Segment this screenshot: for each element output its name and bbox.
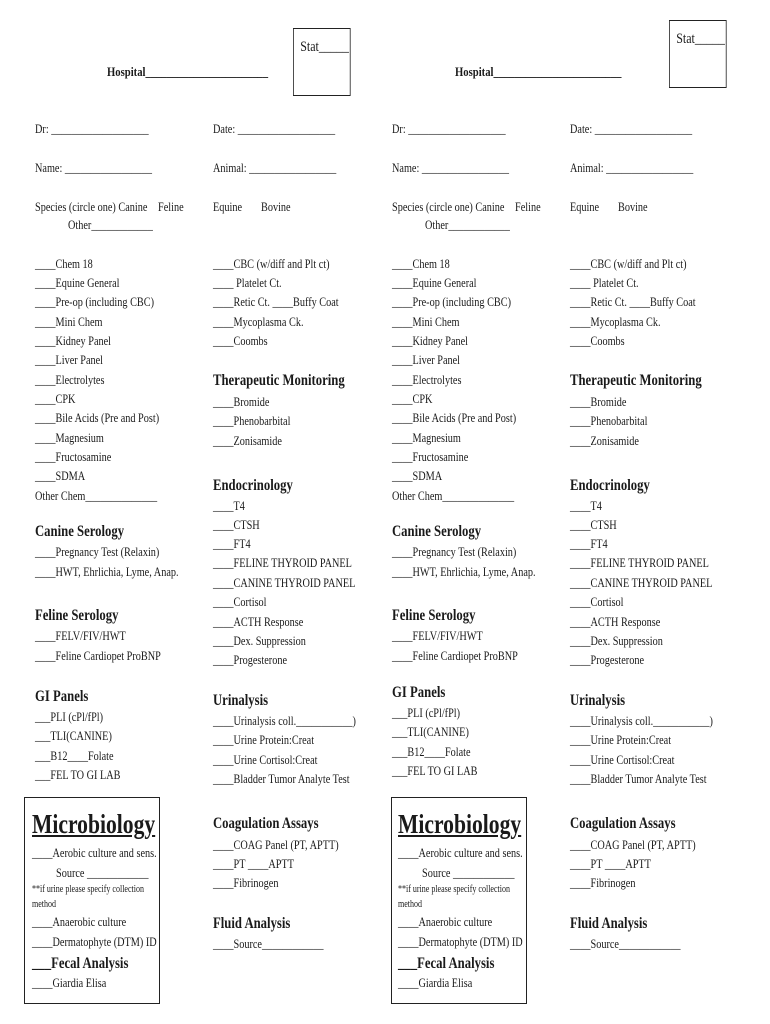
fecal-analysis-blank: ___ <box>32 955 52 972</box>
urinalysis-item[interactable]: ____Bladder Tumor Analyte Test <box>213 772 350 786</box>
gi-panel-item[interactable]: ___B12____Folate <box>35 749 114 763</box>
hematology-item[interactable]: ____ Platelet Ct. <box>213 276 282 290</box>
hematology-item[interactable]: ____CBC (w/diff and Plt ct) <box>213 257 330 271</box>
chem-item[interactable]: ____CPK <box>392 392 433 406</box>
gi-panel-item[interactable]: ___FEL TO GI LAB <box>35 768 121 782</box>
coagulation-heading: Coagulation Assays <box>570 815 676 832</box>
date-field[interactable]: Date: ___________________ <box>213 122 336 136</box>
species-label[interactable]: Species (circle one) Canine <box>392 200 505 214</box>
therapeutic-item[interactable]: ____Bromide <box>213 395 270 409</box>
species-other[interactable]: Other____________ <box>68 218 153 232</box>
therapeutic-item[interactable]: ____Zonisamide <box>213 434 282 448</box>
chem-item[interactable]: ____Pre-op (including CBC) <box>392 295 512 309</box>
fluid-item[interactable]: ____Source____________ <box>213 937 324 951</box>
fecal-analysis-heading <box>398 956 494 972</box>
coagulation-item[interactable]: ____Fibrinogen <box>213 876 279 890</box>
chem-item[interactable]: ____Electrolytes <box>35 373 105 387</box>
urinalysis-item[interactable]: ____Bladder Tumor Analyte Test <box>570 772 707 786</box>
dermatophyte-item[interactable]: ____Dermatophyte (DTM) ID <box>398 935 523 949</box>
chem-item[interactable]: ____Chem 18 <box>392 257 450 271</box>
species-other[interactable]: Other____________ <box>425 218 510 232</box>
feline-serology-item[interactable]: ____Feline Cardiopet ProBNP <box>392 649 518 663</box>
urinalysis-item[interactable]: ____Urine Cortisol:Creat <box>570 753 675 767</box>
urine-note-method: method <box>398 899 422 910</box>
hematology-item[interactable]: ____Retic Ct. ____Buffy Coat <box>570 295 696 309</box>
coagulation-heading: Coagulation Assays <box>213 815 319 832</box>
gi-panel-item[interactable]: ___TLI(CANINE) <box>35 729 112 743</box>
endocrinology-heading: Endocrinology <box>213 477 293 494</box>
source-field[interactable]: Source ____________ <box>422 866 515 880</box>
gi-panel-item[interactable]: ___FEL TO GI LAB <box>392 764 478 778</box>
giardia-item[interactable]: ____Giardia Elisa <box>398 976 473 990</box>
canine-serology-item[interactable]: ____Pregnancy Test (Relaxin) <box>35 545 160 559</box>
chem-item[interactable]: ____Fructosamine <box>392 450 469 464</box>
endocrinology-item[interactable]: ____Cortisol <box>570 595 624 609</box>
hematology-item[interactable]: ____Mycoplasma Ck. <box>213 315 304 329</box>
chem-item[interactable]: ____Kidney Panel <box>35 334 112 348</box>
chem-item[interactable]: ____Magnesium <box>35 431 104 445</box>
feline-serology-item[interactable]: ____FELV/FIV/HWT <box>392 629 483 643</box>
endocrinology-item[interactable]: ____Cortisol <box>213 595 267 609</box>
endocrinology-item[interactable]: ____Progesterone <box>213 653 288 667</box>
gi-panel-item[interactable]: ___PLI (cPl/fPl) <box>392 706 461 720</box>
therapeutic-item[interactable]: ____Bromide <box>570 395 627 409</box>
urinalysis-item[interactable]: ____Urinalysis coll.___________) <box>570 714 713 728</box>
source-field[interactable]: Source ____________ <box>56 866 149 880</box>
chem-item[interactable]: ____Kidney Panel <box>392 334 469 348</box>
stat-box[interactable] <box>669 20 727 88</box>
chem-item[interactable]: ____Equine General <box>35 276 120 290</box>
chem-item[interactable]: ____Bile Acids (Pre and Post) <box>392 411 517 425</box>
urinalysis-item[interactable]: ____Urine Protein:Creat <box>570 733 672 747</box>
fluid-analysis-heading: Fluid Analysis <box>570 915 648 932</box>
therapeutic-monitoring-heading: Therapeutic Monitoring <box>570 372 702 389</box>
species-equine[interactable]: Equine <box>570 200 600 214</box>
urinalysis-heading: Urinalysis <box>213 692 269 709</box>
chem-item[interactable]: ____Magnesium <box>392 431 461 445</box>
chem-item[interactable]: ____Bile Acids (Pre and Post) <box>35 411 160 425</box>
chem-item-other[interactable]: Other Chem______________ <box>392 489 515 503</box>
endocrinology-item[interactable]: ____Dex. Suppression <box>213 634 306 648</box>
hospital-field[interactable]: Hospital_______________________ <box>107 64 269 79</box>
endocrinology-item[interactable]: ____FELINE THYROID PANEL <box>213 556 352 570</box>
aerobic-culture-item[interactable]: ____Aerobic culture and sens. <box>32 846 157 860</box>
feline-serology-item[interactable]: ____FELV/FIV/HWT <box>35 629 126 643</box>
species-label[interactable]: Species (circle one) Canine <box>35 200 148 214</box>
urinalysis-item[interactable]: ____Urinalysis coll.___________) <box>213 714 356 728</box>
fluid-item[interactable]: ____Source____________ <box>570 937 681 951</box>
endocrinology-item[interactable]: ____CANINE THYROID PANEL <box>213 576 356 590</box>
endocrinology-item[interactable]: ____ACTH Response <box>213 615 304 629</box>
urinalysis-item[interactable]: ____Urine Protein:Creat <box>213 733 315 747</box>
aerobic-culture-item[interactable]: ____Aerobic culture and sens. <box>398 846 523 860</box>
gi-panel-item[interactable]: ___B12____Folate <box>392 745 471 759</box>
animal-field[interactable]: Animal: _________________ <box>213 161 337 175</box>
species-feline[interactable]: Feline <box>158 200 184 214</box>
stat-label: Stat_____ <box>676 31 725 47</box>
name-field[interactable]: Name: _________________ <box>35 161 153 175</box>
coagulation-item[interactable]: ____PT ____APTT <box>213 857 294 871</box>
endocrinology-item[interactable]: ____T4 <box>570 499 602 513</box>
chem-item[interactable]: ____Liver Panel <box>35 353 104 367</box>
coagulation-item[interactable]: ____COAG Panel (PT, APTT) <box>213 838 339 852</box>
canine-serology-item[interactable]: ____HWT, Ehrlichia, Lyme, Anap. <box>35 565 179 579</box>
canine-serology-heading: Canine Serology <box>35 523 125 540</box>
chem-item[interactable]: ____Liver Panel <box>392 353 461 367</box>
hematology-item[interactable]: ____Retic Ct. ____Buffy Coat <box>213 295 339 309</box>
urine-note: **if urine please specify collection <box>32 884 144 895</box>
species-equine[interactable]: Equine <box>213 200 243 214</box>
anaerobic-culture-item[interactable]: ____Anaerobic culture <box>32 915 127 929</box>
urine-note-method: method <box>32 899 56 910</box>
giardia-item[interactable]: ____Giardia Elisa <box>32 976 107 990</box>
stat-label: Stat_____ <box>300 39 349 55</box>
canine-serology-item[interactable]: ____Pregnancy Test (Relaxin) <box>392 545 517 559</box>
endocrinology-heading: Endocrinology <box>570 477 650 494</box>
feline-serology-item[interactable]: ____Feline Cardiopet ProBNP <box>35 649 161 663</box>
dermatophyte-item[interactable]: ____Dermatophyte (DTM) ID <box>32 935 157 949</box>
chem-item-other[interactable]: Other Chem______________ <box>35 489 158 503</box>
canine-serology-item[interactable]: ____HWT, Ehrlichia, Lyme, Anap. <box>392 565 536 579</box>
name-field[interactable]: Name: _________________ <box>392 161 510 175</box>
chem-item[interactable]: ____Mini Chem <box>392 315 460 329</box>
chem-item[interactable]: ____Equine General <box>392 276 477 290</box>
coagulation-item[interactable]: ____PT ____APTT <box>570 857 651 871</box>
anaerobic-culture-item[interactable]: ____Anaerobic culture <box>398 915 493 929</box>
fluid-analysis-heading: Fluid Analysis <box>213 915 291 932</box>
chem-item[interactable]: ____CPK <box>35 392 76 406</box>
coagulation-item[interactable]: ____COAG Panel (PT, APTT) <box>570 838 696 852</box>
chem-item[interactable]: ____SDMA <box>35 469 86 483</box>
therapeutic-monitoring-heading: Therapeutic Monitoring <box>213 372 345 389</box>
hematology-item[interactable]: ____Mycoplasma Ck. <box>570 315 661 329</box>
hospital-field[interactable]: Hospital________________________ <box>455 64 622 79</box>
fecal-analysis-label: Fecal Analysis <box>51 955 129 972</box>
fecal-analysis-heading <box>32 956 128 972</box>
species-feline[interactable]: Feline <box>515 200 541 214</box>
fecal-analysis-blank: ___ <box>398 955 418 972</box>
hematology-item[interactable]: ____Coombs <box>570 334 625 348</box>
fecal-analysis-label: Fecal Analysis <box>417 955 495 972</box>
chem-item[interactable]: ____Mini Chem <box>35 315 103 329</box>
microbiology-heading: Microbiology <box>398 809 522 839</box>
urinalysis-heading: Urinalysis <box>570 692 626 709</box>
gi-panel-item[interactable]: ___TLI(CANINE) <box>392 725 469 739</box>
feline-serology-heading: Feline Serology <box>35 607 119 624</box>
chem-item[interactable]: ____SDMA <box>392 469 443 483</box>
animal-field[interactable]: Animal: _________________ <box>570 161 694 175</box>
dr-field[interactable]: Dr: ___________________ <box>392 122 506 136</box>
hematology-item[interactable]: ____Coombs <box>213 334 268 348</box>
urine-note: **if urine please specify collection <box>398 884 510 895</box>
endocrinology-item[interactable]: ____FELINE THYROID PANEL <box>570 556 709 570</box>
therapeutic-item[interactable]: ____Phenobarbital <box>570 414 648 428</box>
endocrinology-item[interactable]: ____FT4 <box>213 537 251 551</box>
endocrinology-item[interactable]: ____Dex. Suppression <box>570 634 663 648</box>
endocrinology-item[interactable]: ____T4 <box>213 499 245 513</box>
feline-serology-heading: Feline Serology <box>392 607 476 624</box>
chem-item[interactable]: ____Pre-op (including CBC) <box>35 295 155 309</box>
hematology-item[interactable]: ____CBC (w/diff and Plt ct) <box>570 257 687 271</box>
endocrinology-item[interactable]: ____CTSH <box>213 518 260 532</box>
endocrinology-item[interactable]: ____CTSH <box>570 518 617 532</box>
gi-panels-heading: GI Panels <box>392 684 446 701</box>
form-right <box>357 0 742 1024</box>
chem-item[interactable]: ____Electrolytes <box>392 373 462 387</box>
therapeutic-item[interactable]: ____Zonisamide <box>570 434 639 448</box>
endocrinology-item[interactable]: ____CANINE THYROID PANEL <box>570 576 713 590</box>
dr-field[interactable]: Dr: ___________________ <box>35 122 149 136</box>
therapeutic-item[interactable]: ____Phenobarbital <box>213 414 291 428</box>
chem-item[interactable]: ____Chem 18 <box>35 257 93 271</box>
endocrinology-item[interactable]: ____FT4 <box>570 537 608 551</box>
gi-panels-heading: GI Panels <box>35 688 89 705</box>
date-field[interactable]: Date: ___________________ <box>570 122 693 136</box>
endocrinology-item[interactable]: ____Progesterone <box>570 653 645 667</box>
endocrinology-item[interactable]: ____ACTH Response <box>570 615 661 629</box>
species-bovine[interactable]: Bovine <box>261 200 291 214</box>
coagulation-item[interactable]: ____Fibrinogen <box>570 876 636 890</box>
canine-serology-heading: Canine Serology <box>392 523 482 540</box>
chem-item[interactable]: ____Fructosamine <box>35 450 112 464</box>
species-bovine[interactable]: Bovine <box>618 200 648 214</box>
microbiology-heading: Microbiology <box>32 809 156 839</box>
urinalysis-item[interactable]: ____Urine Cortisol:Creat <box>213 753 318 767</box>
stat-box[interactable] <box>293 28 351 96</box>
hematology-item[interactable]: ____ Platelet Ct. <box>570 276 639 290</box>
gi-panel-item[interactable]: ___PLI (cPl/fPl) <box>35 710 104 724</box>
